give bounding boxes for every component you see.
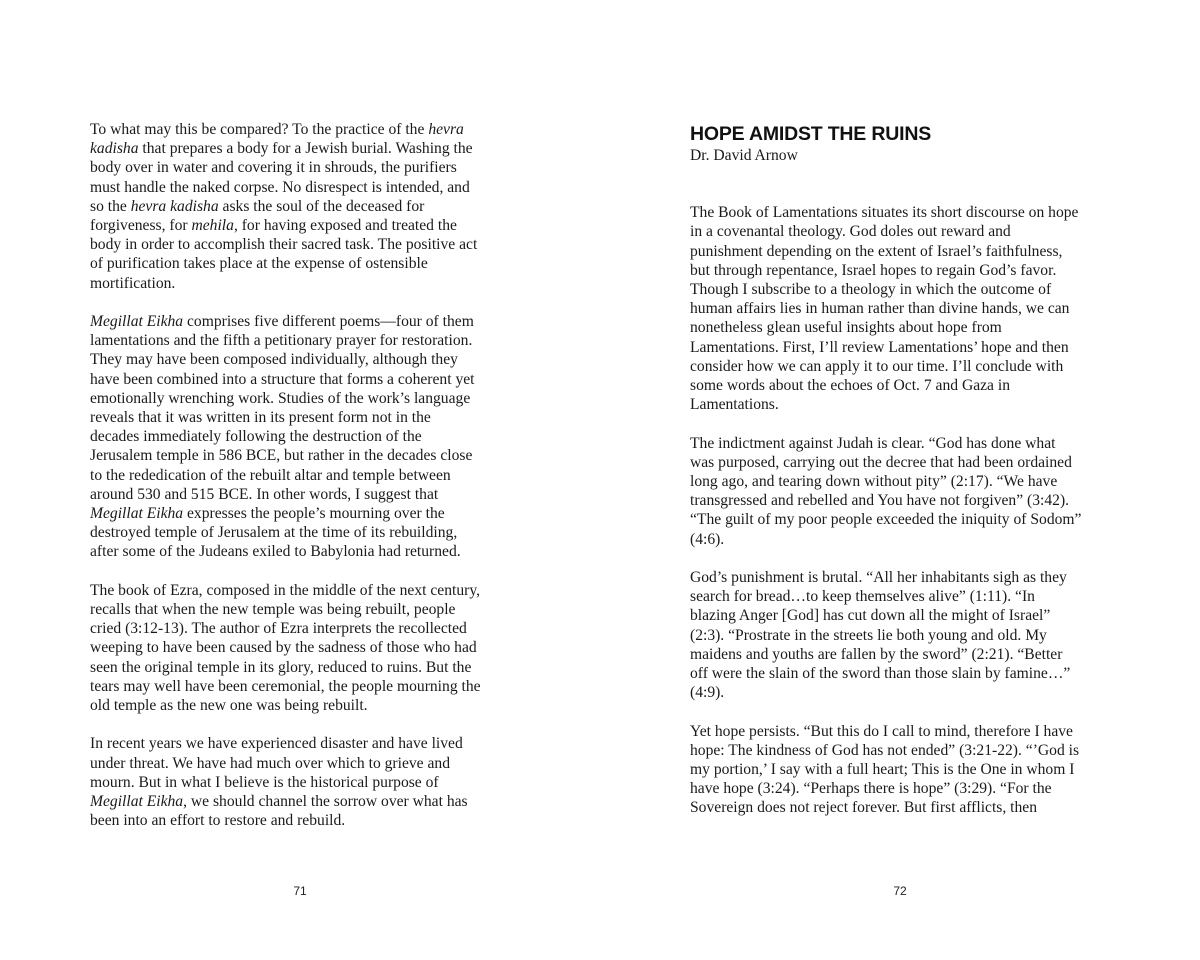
text-line: Sovereign does not reject forever. But first afflicts, then	[690, 799, 1038, 817]
paragraph	[90, 734, 520, 830]
text-line: of purification takes place at the expense of ostensible	[90, 255, 428, 273]
italic-term: Megillat Eikha	[90, 313, 184, 331]
text-line: punishment depending on the extent of Israel’s faithfulness,	[690, 242, 1063, 260]
text-line: Megillat Eikha, we should channel the sorrow over what has	[90, 793, 468, 811]
text-line: transgressed and rebelled and You have not forgiven” (3:42).	[690, 492, 1070, 510]
text-line: reveals that it was written in its present form not in the	[90, 409, 431, 427]
text-line: hope: The kindness of God has not ended” (3:21-22). “’God is	[690, 741, 1080, 759]
page-number: 71	[293, 884, 307, 898]
text-line: so the hevra kadisha asks the soul of the deceased for	[90, 197, 425, 215]
text-line: under threat. We have had much over which to grieve and	[90, 754, 451, 772]
text-line: mourn. But in what I believe is the historical purpose of	[90, 773, 439, 791]
text-line: but through repentance, Israel hopes to regain God’s favor.	[690, 261, 1057, 279]
text-line: blazing Anger [God] has cut down all the might of Israel”	[690, 607, 1051, 625]
text-line: cried (3:12-13). The author of Ezra interprets the recollected	[90, 620, 467, 638]
text-line: kadisha that prepares a body for a Jewish burial. Washing the	[90, 140, 473, 158]
text-line: my portion,’ I say with a full heart; This is the One in whom I	[690, 761, 1075, 779]
italic-term: Megillat Eikha	[90, 505, 184, 523]
author-name: Dr. David Arnow	[690, 147, 798, 164]
text-line: tears may well have been ceremonial, the people mourning the	[90, 677, 481, 695]
text-line: nonetheless glean useful insights about hope from	[690, 319, 1002, 337]
text-line: been into an effort to restore and rebuild.	[90, 812, 346, 830]
text-line: mortification.	[90, 274, 176, 292]
text-line: They may have been composed individually, although they	[90, 351, 458, 369]
text-line: must handle the naked corpse. No disrespect is intended, and	[90, 178, 470, 196]
text-line: search for bread…to keep themselves alive” (1:11). “In	[690, 588, 1035, 606]
paragraph	[90, 581, 520, 715]
right-page	[600, 0, 1200, 960]
italic-term: Megillat Eikha	[90, 793, 184, 811]
text-line: seen the original temple in its glory, reduced to ruins. But the	[90, 658, 472, 676]
text-line: weeping to have been caused by the sadness of those who had	[90, 639, 477, 657]
paragraph	[690, 434, 1120, 549]
text-line: have been combined into a structure that forms a coherent yet	[90, 370, 475, 388]
text-line: In recent years we have experienced disaster and have lived	[90, 735, 463, 753]
text-line: destroyed temple of Jerusalem at the time of its rebuilding,	[90, 524, 458, 542]
paragraph	[90, 312, 520, 562]
text-line: The indictment against Judah is clear. “God has done what	[690, 434, 1056, 452]
text-line: decades immediately following the destruction of the	[90, 428, 422, 446]
text-line: Lamentations. First, I’ll review Lamentations’ hope and then	[690, 338, 1069, 356]
text-line: off were the slain of the sword than those slain by famine…”	[690, 665, 1071, 683]
text-line: long ago, and tearing down without pity” (2:17). “We have	[690, 473, 1058, 491]
text-line: To what may this be compared? To the practice of the hevra	[90, 121, 464, 138]
chapter-title: HOPE AMIDST THE RUINS	[690, 123, 932, 145]
paragraph	[690, 568, 1120, 702]
text-line: in a covenantal theology. God doles out reward and	[690, 223, 1011, 241]
text-line: was purposed, carrying out the decree that had been ordained	[690, 453, 1072, 471]
text-line: some words about the echoes of Oct. 7 and Gaza in	[690, 377, 1011, 395]
text-line: after some of the Judeans exiled to Babylonia had returned.	[90, 543, 461, 561]
text-line: The Book of Lamentations situates its short discourse on hope	[690, 204, 1079, 222]
text-line: “The guilt of my poor people exceeded the iniquity of Sodom”	[690, 511, 1082, 529]
text-line: forgiveness, for mehila, for having exposed and treated the	[90, 217, 457, 235]
paragraph	[690, 722, 1120, 818]
text-line: Megillat Eikha expresses the people’s mourning over the	[90, 505, 445, 523]
text-line: (4:9).	[690, 684, 725, 702]
text-line: Though I subscribe to a theology in which the outcome of	[690, 281, 1052, 299]
left-text-column	[90, 120, 520, 830]
text-line: have hope (3:24). “Perhaps there is hope” (3:29). “For the	[690, 780, 1052, 798]
italic-term: mehila	[191, 217, 234, 235]
right-body	[690, 203, 1120, 817]
right-text-column	[690, 120, 1120, 818]
page-number: 72	[893, 884, 907, 898]
text-line: maidens and youths are fallen by the sword” (2:21). “Better	[690, 645, 1063, 663]
text-line: body in order to accomplish their sacred task. The positive act	[90, 236, 478, 254]
text-line: around 530 and 515 BCE. In other words, I suggest that	[90, 485, 439, 503]
italic-term: hevra	[428, 121, 464, 138]
italic-term: hevra kadisha	[130, 197, 219, 215]
text-line: Jerusalem temple in 586 BCE, but rather in the decades close	[90, 447, 473, 465]
text-line: The book of Ezra, composed in the middle of the next century,	[90, 581, 481, 599]
text-line: lamentations and the fifth a petitionary prayer for restoration.	[90, 332, 473, 350]
text-line: old temple as the new one was being rebuilt.	[90, 697, 368, 715]
text-line: human affairs lies in human rather than divine hands, we can	[690, 300, 1070, 318]
text-line: Yet hope persists. “But this do I call to mind, therefore I have	[690, 722, 1073, 740]
text-line: body over in water and covering it in shrouds, the purifiers	[90, 159, 457, 177]
text-line: God’s punishment is brutal. “All her inhabitants sigh as they	[690, 569, 1067, 587]
text-line: (4:6).	[690, 530, 725, 548]
text-line: consider how we can apply it to our time. I’ll conclude with	[690, 357, 1064, 375]
paragraph	[690, 203, 1120, 414]
text-line: recalls that when the new temple was being rebuilt, people	[90, 601, 456, 619]
paragraph	[90, 120, 520, 293]
text-line: Megillat Eikha comprises five different poems—four of them	[90, 313, 474, 331]
text-line: emotionally wrenching work. Studies of the work’s language	[90, 389, 471, 407]
text-line: (2:3). “Prostrate in the streets lie both young and old. My	[690, 626, 1047, 644]
text-line: to the rededication of the rebuilt altar and temple between	[90, 466, 451, 484]
italic-term: kadisha	[90, 140, 139, 158]
text-line: Lamentations.	[690, 396, 779, 414]
